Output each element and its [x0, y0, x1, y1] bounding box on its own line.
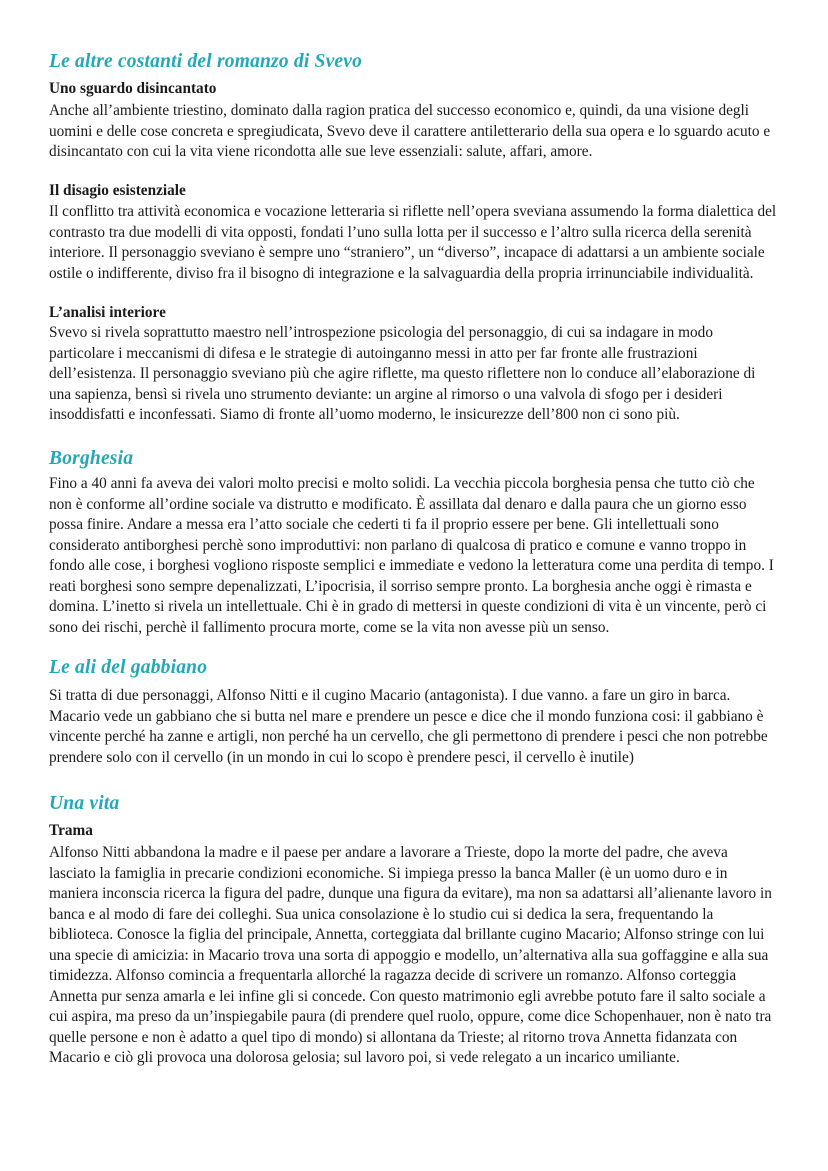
text-line: Alfonso Nitti abbandona la madre e il paese per andare a lavorare a Trieste, dopo la morte del padre, che aveva	[49, 844, 728, 861]
text-line: una sapienza, bensì si rivela uno strumento deviante: un argine al rimorso o una valvola di sfogo per i desideri	[49, 385, 723, 403]
text-line: insoddisfatti e inconfessati. Siamo di fronte all’uomo moderno, le insicurezze dell’800 non ci sono più.	[49, 406, 680, 424]
text-line: domina. L’inetto si rivela un intellettuale. Chi è in grado di mettersi in queste condizioni di vita è un vincente, però ci	[49, 598, 767, 616]
text-line: Fino a 40 anni fa aveva dei valori molto precisi e molto solidi. La vecchia piccola borghesia pensa che tutto ciò che	[49, 475, 755, 492]
text-line: una specie di amicizia: in Macario trova una sorta di appoggio e modello, un’alternativa alla sua goffaggine e alla sua	[49, 946, 769, 964]
text-line: Macario e ciò gli provoca una dolorosa gelosia; sul lavoro poi, si vede relegato a un incarico umiliante.	[49, 1049, 680, 1067]
text-line: uomini e delle cose concreta e spregiudicata, Svevo deve il carattere antiletterario della sua opera e lo sguardo acuto e	[49, 122, 771, 140]
text-line: Macario vede un gabbiano che si butta nel mare e prendere un pesce e dice che il mondo funziona cosi: il gabbiano è	[49, 707, 764, 725]
text-line: timidezza. Alfonso comincia a frequentarla allorché la ragazza decide di scrivere un romanzo. Alfonso corteggia	[49, 967, 737, 985]
paragraph-sguardo-disincantato	[49, 101, 784, 163]
text-line: quelle persone e non è adatto a quel tipo di mondo) si allontana da Trieste; al ritorno trova Annetta fidanzata con	[49, 1028, 738, 1046]
section-heading-una-vita: Una vita	[49, 793, 120, 814]
text-line: interiore. Il personaggio sveviano è sempre uno “straniero”, un “diverso”, incapace di adattarsi a un ambiente sociale	[49, 244, 765, 262]
text-line: contrasto tra due modelli di vita opposti, fondati l’uno sulla lotta per il successo e l’altro sulla ricerca della serenità	[49, 223, 752, 241]
text-line: fondo alle cose, i borghesi vogliono risposte semplici e immediate e vedono la letteratura come una perdita di tempo. I	[49, 557, 774, 575]
subheading-disagio-esistenziale: Il disagio esistenziale	[49, 182, 186, 199]
text-line: particolare i meccanismi di difesa e le strategie di autoinganno messi in atto per far fronte alle frustrazioni	[49, 344, 698, 362]
text-line: banca e al modo di fare dei colleghi. Sua unica consolazione è lo studio cui si dedica la sera, frequentando la	[49, 905, 714, 923]
paragraph-ali-del-gabbiano	[49, 686, 784, 768]
text-line: Il conflitto tra attività economica e vocazione letteraria si riflette nell’opera sveviana assumendo la forma dialettica del	[49, 203, 777, 220]
paragraph-analisi-interiore	[49, 323, 784, 426]
text-line: vincente perché ha zanne e artigli, non perché ha un cervello, che gli permettono di prendere i pesci che non potrebbe	[49, 728, 768, 746]
section-heading-costanti: Le altre costanti del romanzo di Svevo	[49, 51, 363, 72]
subheading-sguardo-disincantato: Uno sguardo disincantato	[49, 80, 217, 97]
subheading-trama: Trama	[49, 822, 93, 839]
text-line: Si tratta di due personaggi, Alfonso Nitti e il cugino Macario (antagonista). I due vanno. a fare un giro in barca.	[49, 687, 731, 704]
text-line: lasciato la famiglia in precarie condizioni economiche. Si impiega presso la banca Maller (è un uomo duro e in	[49, 864, 728, 882]
text-line: prendere solo con il cervello (in un mondo in cui lo scopo è prendere pesci, il cervello è inutile)	[49, 748, 634, 766]
section-heading-ali-del-gabbiano: Le ali del gabbiano	[49, 657, 208, 678]
text-line: disincantato con cui la vita viene ricondotta alle sue leve essenziali: salute, affari, amore.	[49, 143, 593, 161]
text-line: Svevo si rivela soprattutto maestro nell’introspezione psicologia del personaggio, di cui sa indagare in modo	[49, 324, 713, 341]
text-line: reati borghesi sono sempre depenalizzati, L’ipocrisia, il sorriso sempre pronto. La borghesia anche oggi è rimasta e	[49, 577, 752, 595]
text-line: dell’esistenza. Il personaggio sveviano più che agire riflette, ma questo riflettere non lo conduce all’elaborazione di	[49, 365, 756, 383]
text-line: ostile o indifferente, diviso fra il bisogno di integrazione e la salvaguardia della propria irrinunciabile individualità.	[49, 264, 754, 282]
text-line: non è conforme all’ordine sociale va distrutto e modificato. È assillata dal denaro e dalla paura che un giorno esso	[49, 495, 747, 513]
paragraph-trama	[49, 843, 784, 1069]
paragraph-borghesia	[49, 474, 784, 638]
text-line: cui aspira, ma preso da un’inspiegabile paura (di prendere quel ruolo, oppure, come dice Schopenhauer, non è nato tra	[49, 1008, 772, 1026]
text-line: maniera inconscia ricerca la figura del padre, dunque una figura da evitare), ma non sa adattarsi all’alienante lavoro in	[49, 885, 772, 903]
subheading-analisi-interiore: L’analisi interiore	[49, 304, 166, 321]
section-heading-borghesia: Borghesia	[49, 448, 134, 469]
text-line: biblioteca. Conosce la figlia del principale, Annetta, corteggiata dal brillante cugino Macario; Alfonso stringe con lui	[49, 926, 765, 944]
text-line: sono dei rischi, perchè il fallimento procura morte, come se la vita non avesse più un senso.	[49, 618, 610, 636]
text-line: Annetta pur senza amarla e lei infine gli si concede. Con questo matrimonio egli avrebbe potuto fare il salto sociale a	[49, 987, 766, 1005]
paragraph-disagio-esistenziale	[49, 202, 784, 284]
text-line: possa finire. Andare a messa era l’atto sociale che cederti ti fa il proprio essere per bene. Gli intellettuali sono	[49, 516, 719, 534]
text-line: considerato antiborghesi perchè sono improduttivi: non parlano di qualcosa di pratico e comune e vanno troppo in	[49, 536, 747, 554]
text-line: Anche all’ambiente triestino, dominato dalla ragion pratica del successo economico e, quindi, da una visione degli	[49, 102, 750, 119]
